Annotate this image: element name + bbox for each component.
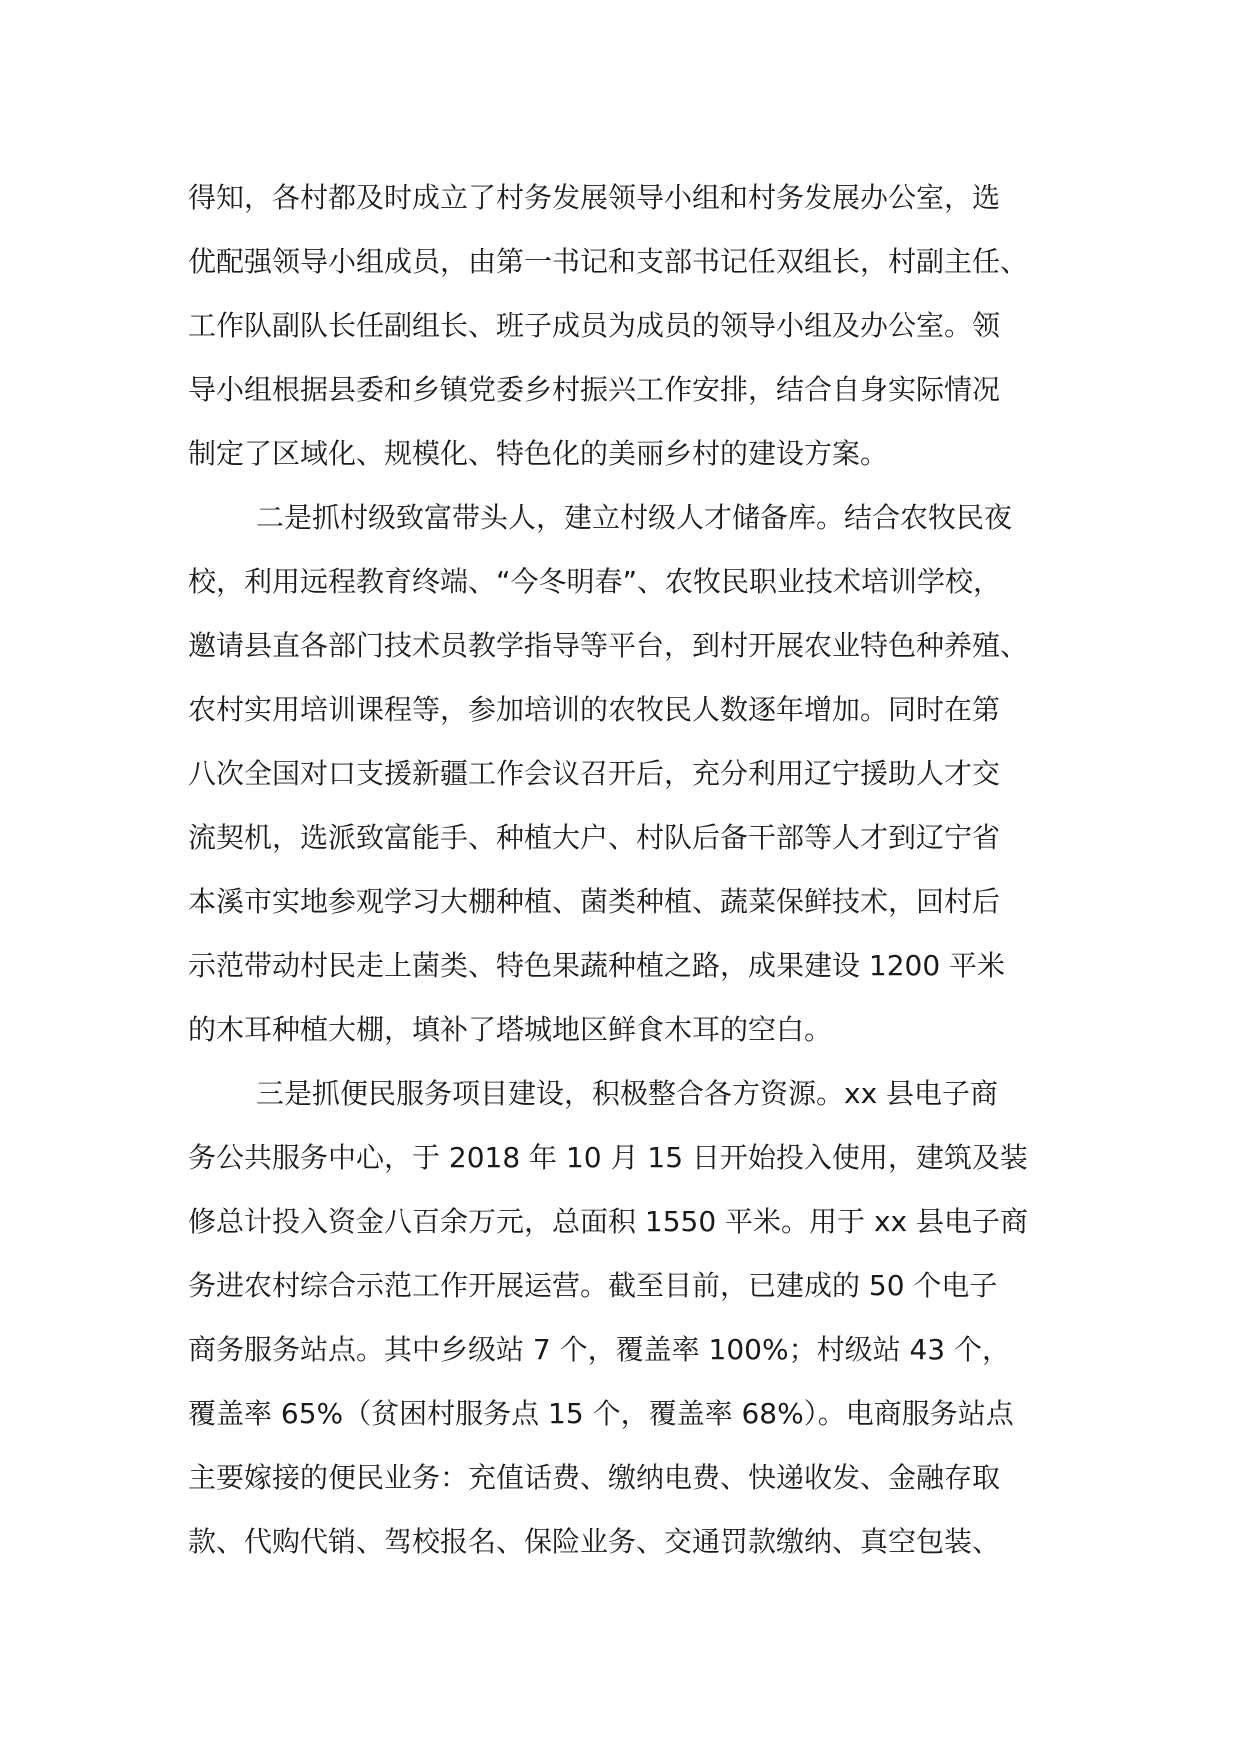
paragraph-start-line: 三是抓便民服务项目建设，积极整合各方资源。xx 县电子商 — [256, 1077, 999, 1110]
text-line: 示范带动村民走上菌类、特色果蔬种植之路，成果建设 1200 平米 — [188, 949, 1006, 982]
document-body — [188, 166, 1060, 1574]
text-line: 制定了区域化、规模化、特色化的美丽乡村的建设方案。 — [188, 437, 889, 470]
text-line: 邀请县直各部门技术员教学指导等平台，到村开展农业特色种养殖、 — [188, 629, 1029, 662]
text-line: 流契机，选派致富能手、种植大户、村队后备干部等人才到辽宁省 — [188, 821, 1001, 854]
text-line: 款、代购代销、驾校报名、保险业务、交通罚款缴纳、真空包装、 — [188, 1525, 1001, 1558]
text-line: 农村实用培训课程等，参加培训的农牧民人数逐年增加。同时在第 — [188, 693, 1001, 726]
text-line: 八次全国对口支援新疆工作会议召开后，充分利用辽宁援助人才交 — [188, 757, 1001, 790]
text-line: 修总计投入资金八百余万元，总面积 1550 平米。用于 xx 县电子商 — [188, 1205, 1029, 1238]
text-line: 本溪市实地参观学习大棚种植、菌类种植、蔬菜保鲜技术，回村后 — [188, 885, 1001, 918]
paragraph-start-line: 二是抓村级致富带头人，建立村级人才储备库。结合农牧民夜 — [256, 501, 1013, 534]
text-line: 覆盖率 65%（贫困村服务点 15 个，覆盖率 68%）。电商服务站点 — [188, 1397, 1014, 1430]
text-line: 务公共服务中心，于 2018 年 10 月 15 日开始投入使用，建筑及装 — [188, 1141, 1028, 1174]
text-line: 导小组根据县委和乡镇党委乡村振兴工作安排，结合自身实际情况 — [188, 373, 1001, 406]
text-line: 主要嫁接的便民业务：充值话费、缴纳电费、快递收发、金融存取 — [188, 1461, 1001, 1494]
text-line: 校，利用远程教育终端、“今冬明春”、农牧民职业技术培训学校， — [188, 565, 1002, 598]
text-line: 优配强领导小组成员，由第一书记和支部书记任双组长，村副主任、 — [188, 245, 1029, 278]
text-line: 务进农村综合示范工作开展运营。截至目前，已建成的 50 个电子 — [188, 1269, 998, 1302]
text-line: 的木耳种植大棚，填补了塔城地区鲜食木耳的空白。 — [188, 1013, 833, 1046]
text-line: 工作队副队长任副组长、班子成员为成员的领导小组及办公室。领 — [188, 309, 1001, 342]
text-line: 得知，各村都及时成立了村务发展领导小组和村务发展办公室，选 — [188, 181, 1001, 214]
text-line: 商务服务站点。其中乡级站 7 个，覆盖率 100%；村级站 43 个， — [188, 1333, 1010, 1366]
